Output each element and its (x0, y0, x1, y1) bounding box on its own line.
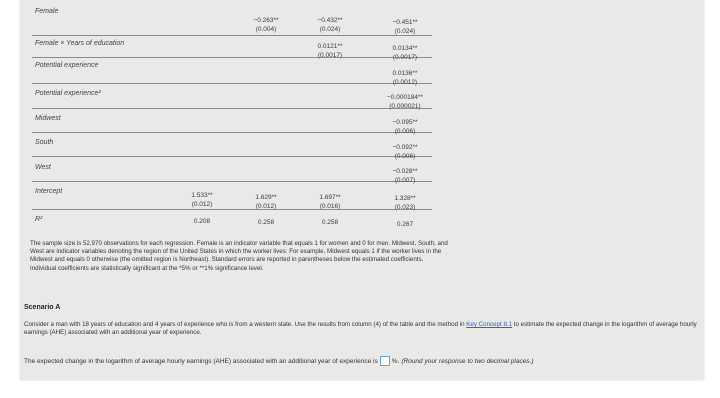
divider (32, 83, 432, 84)
row-label-female: Female (35, 8, 59, 15)
scenario-title: Scenario A (24, 304, 61, 311)
row-label-midwest: Midwest (35, 115, 61, 122)
cell-r-squared-col3: 0.258 (321, 219, 339, 226)
cell-female-col4: −0.451** (0.024) (392, 19, 418, 35)
problem-sheet (20, 0, 704, 380)
row-label-potential-experience: Potential experience (35, 62, 99, 69)
row-label-intercept: Intercept (35, 188, 63, 195)
row-label-west: West (35, 164, 51, 171)
divider (32, 181, 432, 182)
cell-experience-col4: 0.0136** (0.0012) (392, 70, 418, 86)
key-concept-link[interactable]: Key Concept 8.1 (466, 321, 513, 328)
rounding-hint: (Round your response to two decimal places.) (401, 357, 534, 365)
cell-female-x-education-col4: 0.0134** (0.0017) (392, 45, 418, 61)
divider (32, 35, 432, 36)
row-label-south: South (35, 139, 54, 146)
divider (32, 57, 432, 58)
cell-intercept-col4: 1.328** (0.023) (394, 195, 416, 211)
table-notes: The sample size is 52,970 observations for each regression. Female is an indicator variable that equals 1 for women and 0 for men. Midwest, South, and West are indicator variables denoting the region of the United States in which the worker lives: For example, Midwest equals 1 if the worker lives in the Midwest and equals 0 otherwise (the omitted region is Northeast). Standard errors are reported in parentheses below the estimated coefficients. Individual coefficients are statistically significant at the *5% or **1% significance level. (30, 240, 448, 272)
cell-south-col4: −0.092** (0.006) (392, 144, 418, 160)
cell-intercept-col1: 1.533** (0.012) (191, 192, 213, 208)
cell-r-squared-col1: 0.208 (193, 218, 211, 225)
cell-experience-squared-col4: −0.000184** (0.000021) (387, 94, 423, 110)
scenario-text-part: Consider a man with 18 years of education and 4 years of experience who is from a western state. Use the results from column (4) of the table and the method in (24, 321, 467, 328)
cell-intercept-col2: 1.629** (0.012) (255, 194, 277, 210)
cell-midwest-col4: −0.095** (0.006) (392, 119, 418, 135)
cell-west-col4: −0.028** (0.007) (392, 168, 418, 184)
row-label-r-squared: R² (35, 216, 43, 223)
divider (32, 132, 432, 133)
cell-intercept-col3: 1.697** (0.016) (319, 194, 341, 210)
cell-r-squared-col2: 0.258 (257, 219, 275, 226)
divider (32, 209, 432, 210)
row-label-potential-experience-squared: Potential experience² (35, 90, 101, 97)
scenario-text (24, 321, 704, 337)
scenario-text-part: to estimate the expected change in the logarithm of average hourly earnings (AHE) associated with an additional year of experience. (24, 321, 697, 336)
question-line (24, 356, 704, 366)
cell-r-squared-col4: 0.267 (396, 221, 414, 228)
percent-unit: %. (391, 357, 400, 365)
regression-table (20, 0, 450, 238)
row-label-female-x-education: Female × Years of education (35, 40, 125, 47)
divider (32, 108, 432, 109)
divider (32, 156, 432, 157)
cell-female-col2: −0.263** (0.004) (253, 17, 279, 33)
cell-female-x-education-col3: 0.0121** (0.0017) (317, 43, 343, 59)
question-text: The expected change in the logarithm of average hourly earnings (AHE) associated with an additional year of experience is (24, 357, 378, 365)
cell-female-col3: −0.432** (0.024) (317, 17, 343, 33)
answer-input[interactable] (380, 356, 390, 366)
